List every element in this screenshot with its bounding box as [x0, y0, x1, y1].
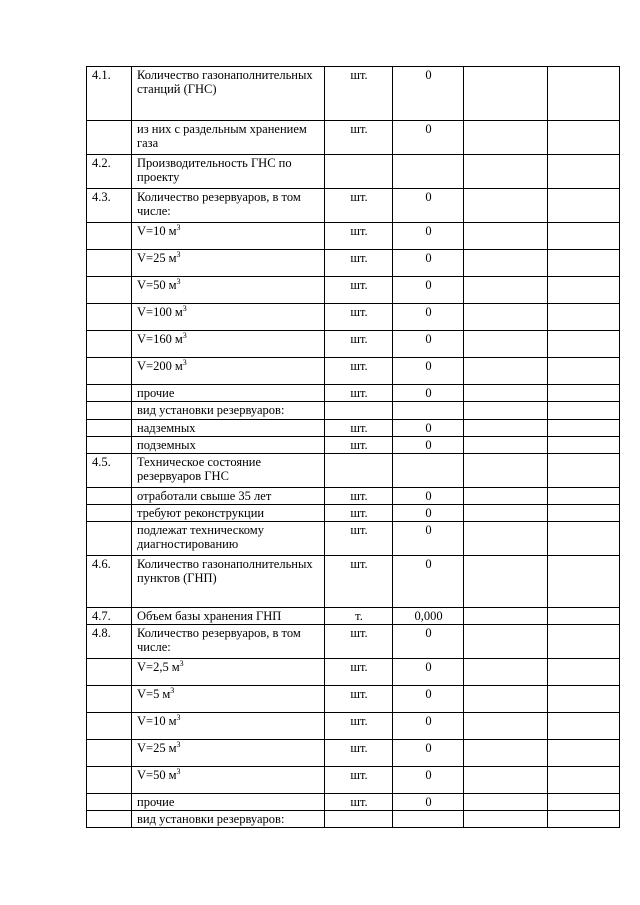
empty-cell [548, 767, 620, 794]
empty-cell [87, 811, 132, 828]
row-unit: шт. [325, 304, 393, 331]
row-unit: шт. [325, 488, 393, 505]
table-row [87, 659, 620, 686]
row-unit: шт. [325, 794, 393, 811]
table-row [87, 67, 620, 121]
empty-cell [87, 331, 132, 358]
table-row [87, 223, 620, 250]
row-unit: шт. [325, 223, 393, 250]
empty-cell [548, 437, 620, 454]
empty-cell [548, 121, 620, 155]
empty-cell [548, 304, 620, 331]
empty-cell [87, 713, 132, 740]
row-unit: шт. [325, 740, 393, 767]
empty-cell [87, 420, 132, 437]
row-value [393, 402, 464, 420]
row-unit: шт. [325, 686, 393, 713]
empty-cell [548, 189, 620, 223]
row-unit: шт. [325, 767, 393, 794]
empty-cell [548, 331, 620, 358]
volume-label: V=25 $м^3$ [132, 740, 325, 767]
table-row [87, 625, 620, 659]
row-value: 0,000 [393, 608, 464, 625]
row-label: прочие [132, 794, 325, 811]
row-unit [325, 155, 393, 189]
row-value: 0 [393, 767, 464, 794]
row-unit: шт. [325, 277, 393, 304]
empty-cell [548, 740, 620, 767]
row-unit: шт. [325, 625, 393, 659]
empty-cell [464, 505, 548, 522]
row-value: 0 [393, 659, 464, 686]
table-row [87, 454, 620, 488]
row-value: 0 [393, 67, 464, 121]
row-value: 0 [393, 437, 464, 454]
row-unit: шт. [325, 659, 393, 686]
row-unit: шт. [325, 522, 393, 556]
table-row [87, 385, 620, 402]
table-row [87, 488, 620, 505]
empty-cell [548, 250, 620, 277]
empty-cell [548, 713, 620, 740]
row-unit: шт. [325, 385, 393, 402]
row-label: прочие [132, 385, 325, 402]
table-row [87, 155, 620, 189]
table-row [87, 686, 620, 713]
row-value: 0 [393, 223, 464, 250]
volume-label: V=2,5 $м^3$ [132, 659, 325, 686]
row-unit [325, 454, 393, 488]
table-row [87, 522, 620, 556]
empty-cell [464, 402, 548, 420]
empty-cell [548, 358, 620, 385]
row-value: 0 [393, 385, 464, 402]
volume-label: V=10 $м^3$ [132, 223, 325, 250]
table-row [87, 505, 620, 522]
row-label: Количество газонаполнительных станций (ГНС) [132, 67, 325, 121]
row-unit [325, 811, 393, 828]
row-value: 0 [393, 488, 464, 505]
row-number: 4.1. [87, 67, 132, 121]
empty-cell [464, 250, 548, 277]
empty-cell [464, 488, 548, 505]
row-unit: шт. [325, 420, 393, 437]
row-label: Количество резервуаров, в том числе: [132, 625, 325, 659]
row-value: 0 [393, 505, 464, 522]
row-value: 0 [393, 277, 464, 304]
row-unit: шт. [325, 437, 393, 454]
row-value [393, 454, 464, 488]
row-label: вид установки резервуаров: [132, 811, 325, 828]
table-row [87, 556, 620, 608]
empty-cell [464, 385, 548, 402]
table-row [87, 767, 620, 794]
empty-cell [464, 522, 548, 556]
row-label: надземных [132, 420, 325, 437]
volume-label: V=10 $м^3$ [132, 713, 325, 740]
empty-cell [87, 767, 132, 794]
empty-cell [548, 811, 620, 828]
row-value: 0 [393, 625, 464, 659]
empty-cell [548, 625, 620, 659]
empty-cell [464, 767, 548, 794]
empty-cell [464, 121, 548, 155]
row-value: 0 [393, 420, 464, 437]
row-number: 4.6. [87, 556, 132, 608]
row-label: отработали свыше 35 лет [132, 488, 325, 505]
volume-label: V=25 $м^3$ [132, 250, 325, 277]
empty-cell [548, 794, 620, 811]
empty-cell [548, 686, 620, 713]
empty-cell [548, 385, 620, 402]
empty-cell [87, 522, 132, 556]
row-value: 0 [393, 522, 464, 556]
volume-label: V=50 $м^3$ [132, 277, 325, 304]
table-row [87, 713, 620, 740]
row-value: 0 [393, 686, 464, 713]
row-label: подземных [132, 437, 325, 454]
empty-cell [464, 713, 548, 740]
table-row [87, 331, 620, 358]
empty-cell [87, 488, 132, 505]
empty-cell [464, 659, 548, 686]
empty-cell [87, 385, 132, 402]
empty-cell [548, 659, 620, 686]
empty-cell [548, 522, 620, 556]
empty-cell [464, 155, 548, 189]
table-row [87, 608, 620, 625]
row-unit: шт. [325, 358, 393, 385]
empty-cell [548, 155, 620, 189]
empty-cell [464, 277, 548, 304]
row-value: 0 [393, 304, 464, 331]
empty-cell [464, 556, 548, 608]
empty-cell [464, 625, 548, 659]
row-value: 0 [393, 713, 464, 740]
row-number: 4.5. [87, 454, 132, 488]
row-value: 0 [393, 556, 464, 608]
row-label: вид установки резервуаров: [132, 402, 325, 420]
empty-cell [464, 794, 548, 811]
row-number: 4.3. [87, 189, 132, 223]
row-value: 0 [393, 358, 464, 385]
empty-cell [87, 437, 132, 454]
empty-cell [548, 608, 620, 625]
table-row [87, 740, 620, 767]
table-row [87, 437, 620, 454]
row-label: Техническое состояние резервуаров ГНС [132, 454, 325, 488]
row-value: 0 [393, 331, 464, 358]
volume-label: V=100 $м^3$ [132, 304, 325, 331]
empty-cell [464, 304, 548, 331]
empty-cell [548, 223, 620, 250]
empty-cell [464, 811, 548, 828]
empty-cell [87, 505, 132, 522]
empty-cell [464, 437, 548, 454]
empty-cell [87, 402, 132, 420]
empty-cell [87, 686, 132, 713]
row-number: 4.2. [87, 155, 132, 189]
row-value: 0 [393, 189, 464, 223]
empty-cell [464, 331, 548, 358]
empty-cell [464, 686, 548, 713]
volume-label: V=50 $м^3$ [132, 767, 325, 794]
table-row [87, 189, 620, 223]
row-value [393, 155, 464, 189]
empty-cell [87, 740, 132, 767]
volume-label: V=160 $м^3$ [132, 331, 325, 358]
empty-cell [464, 189, 548, 223]
empty-cell [464, 67, 548, 121]
row-value: 0 [393, 121, 464, 155]
row-unit: шт. [325, 556, 393, 608]
empty-cell [464, 420, 548, 437]
row-unit: т. [325, 608, 393, 625]
table-row [87, 121, 620, 155]
empty-cell [548, 402, 620, 420]
empty-cell [464, 740, 548, 767]
empty-cell [548, 505, 620, 522]
empty-cell [87, 223, 132, 250]
table-row [87, 304, 620, 331]
row-value: 0 [393, 740, 464, 767]
empty-cell [548, 420, 620, 437]
empty-cell [87, 659, 132, 686]
row-number: 4.7. [87, 608, 132, 625]
table-row [87, 811, 620, 828]
row-number: 4.8. [87, 625, 132, 659]
row-label: Объем базы хранения ГНП [132, 608, 325, 625]
row-label: из них с раздельным хранением газа [132, 121, 325, 155]
row-value: 0 [393, 794, 464, 811]
row-label: Производительность ГНС по проекту [132, 155, 325, 189]
row-unit: шт. [325, 67, 393, 121]
row-unit [325, 402, 393, 420]
empty-cell [87, 304, 132, 331]
table-row [87, 420, 620, 437]
empty-cell [464, 608, 548, 625]
empty-cell [87, 358, 132, 385]
empty-cell [87, 794, 132, 811]
table-row [87, 358, 620, 385]
empty-cell [548, 454, 620, 488]
empty-cell [464, 223, 548, 250]
table-row [87, 794, 620, 811]
row-value: 0 [393, 250, 464, 277]
row-unit: шт. [325, 713, 393, 740]
empty-cell [548, 277, 620, 304]
row-number [87, 121, 132, 155]
row-label: подлежат техническому диагностированию [132, 522, 325, 556]
row-unit: шт. [325, 505, 393, 522]
volume-label: V=200 $м^3$ [132, 358, 325, 385]
row-unit: шт. [325, 250, 393, 277]
empty-cell [87, 277, 132, 304]
row-unit: шт. [325, 189, 393, 223]
table-row [87, 277, 620, 304]
empty-cell [87, 250, 132, 277]
table-row [87, 402, 620, 420]
empty-cell [548, 488, 620, 505]
row-label: требуют реконструкции [132, 505, 325, 522]
row-unit: шт. [325, 121, 393, 155]
table-row [87, 250, 620, 277]
row-label: Количество газонаполнительных пунктов (ГНП) [132, 556, 325, 608]
empty-cell [548, 556, 620, 608]
row-label: Количество резервуаров, в том числе: [132, 189, 325, 223]
report-table [86, 66, 620, 828]
empty-cell [464, 358, 548, 385]
row-value [393, 811, 464, 828]
empty-cell [548, 67, 620, 121]
empty-cell [464, 454, 548, 488]
volume-label: V=5 $м^3$ [132, 686, 325, 713]
row-unit: шт. [325, 331, 393, 358]
